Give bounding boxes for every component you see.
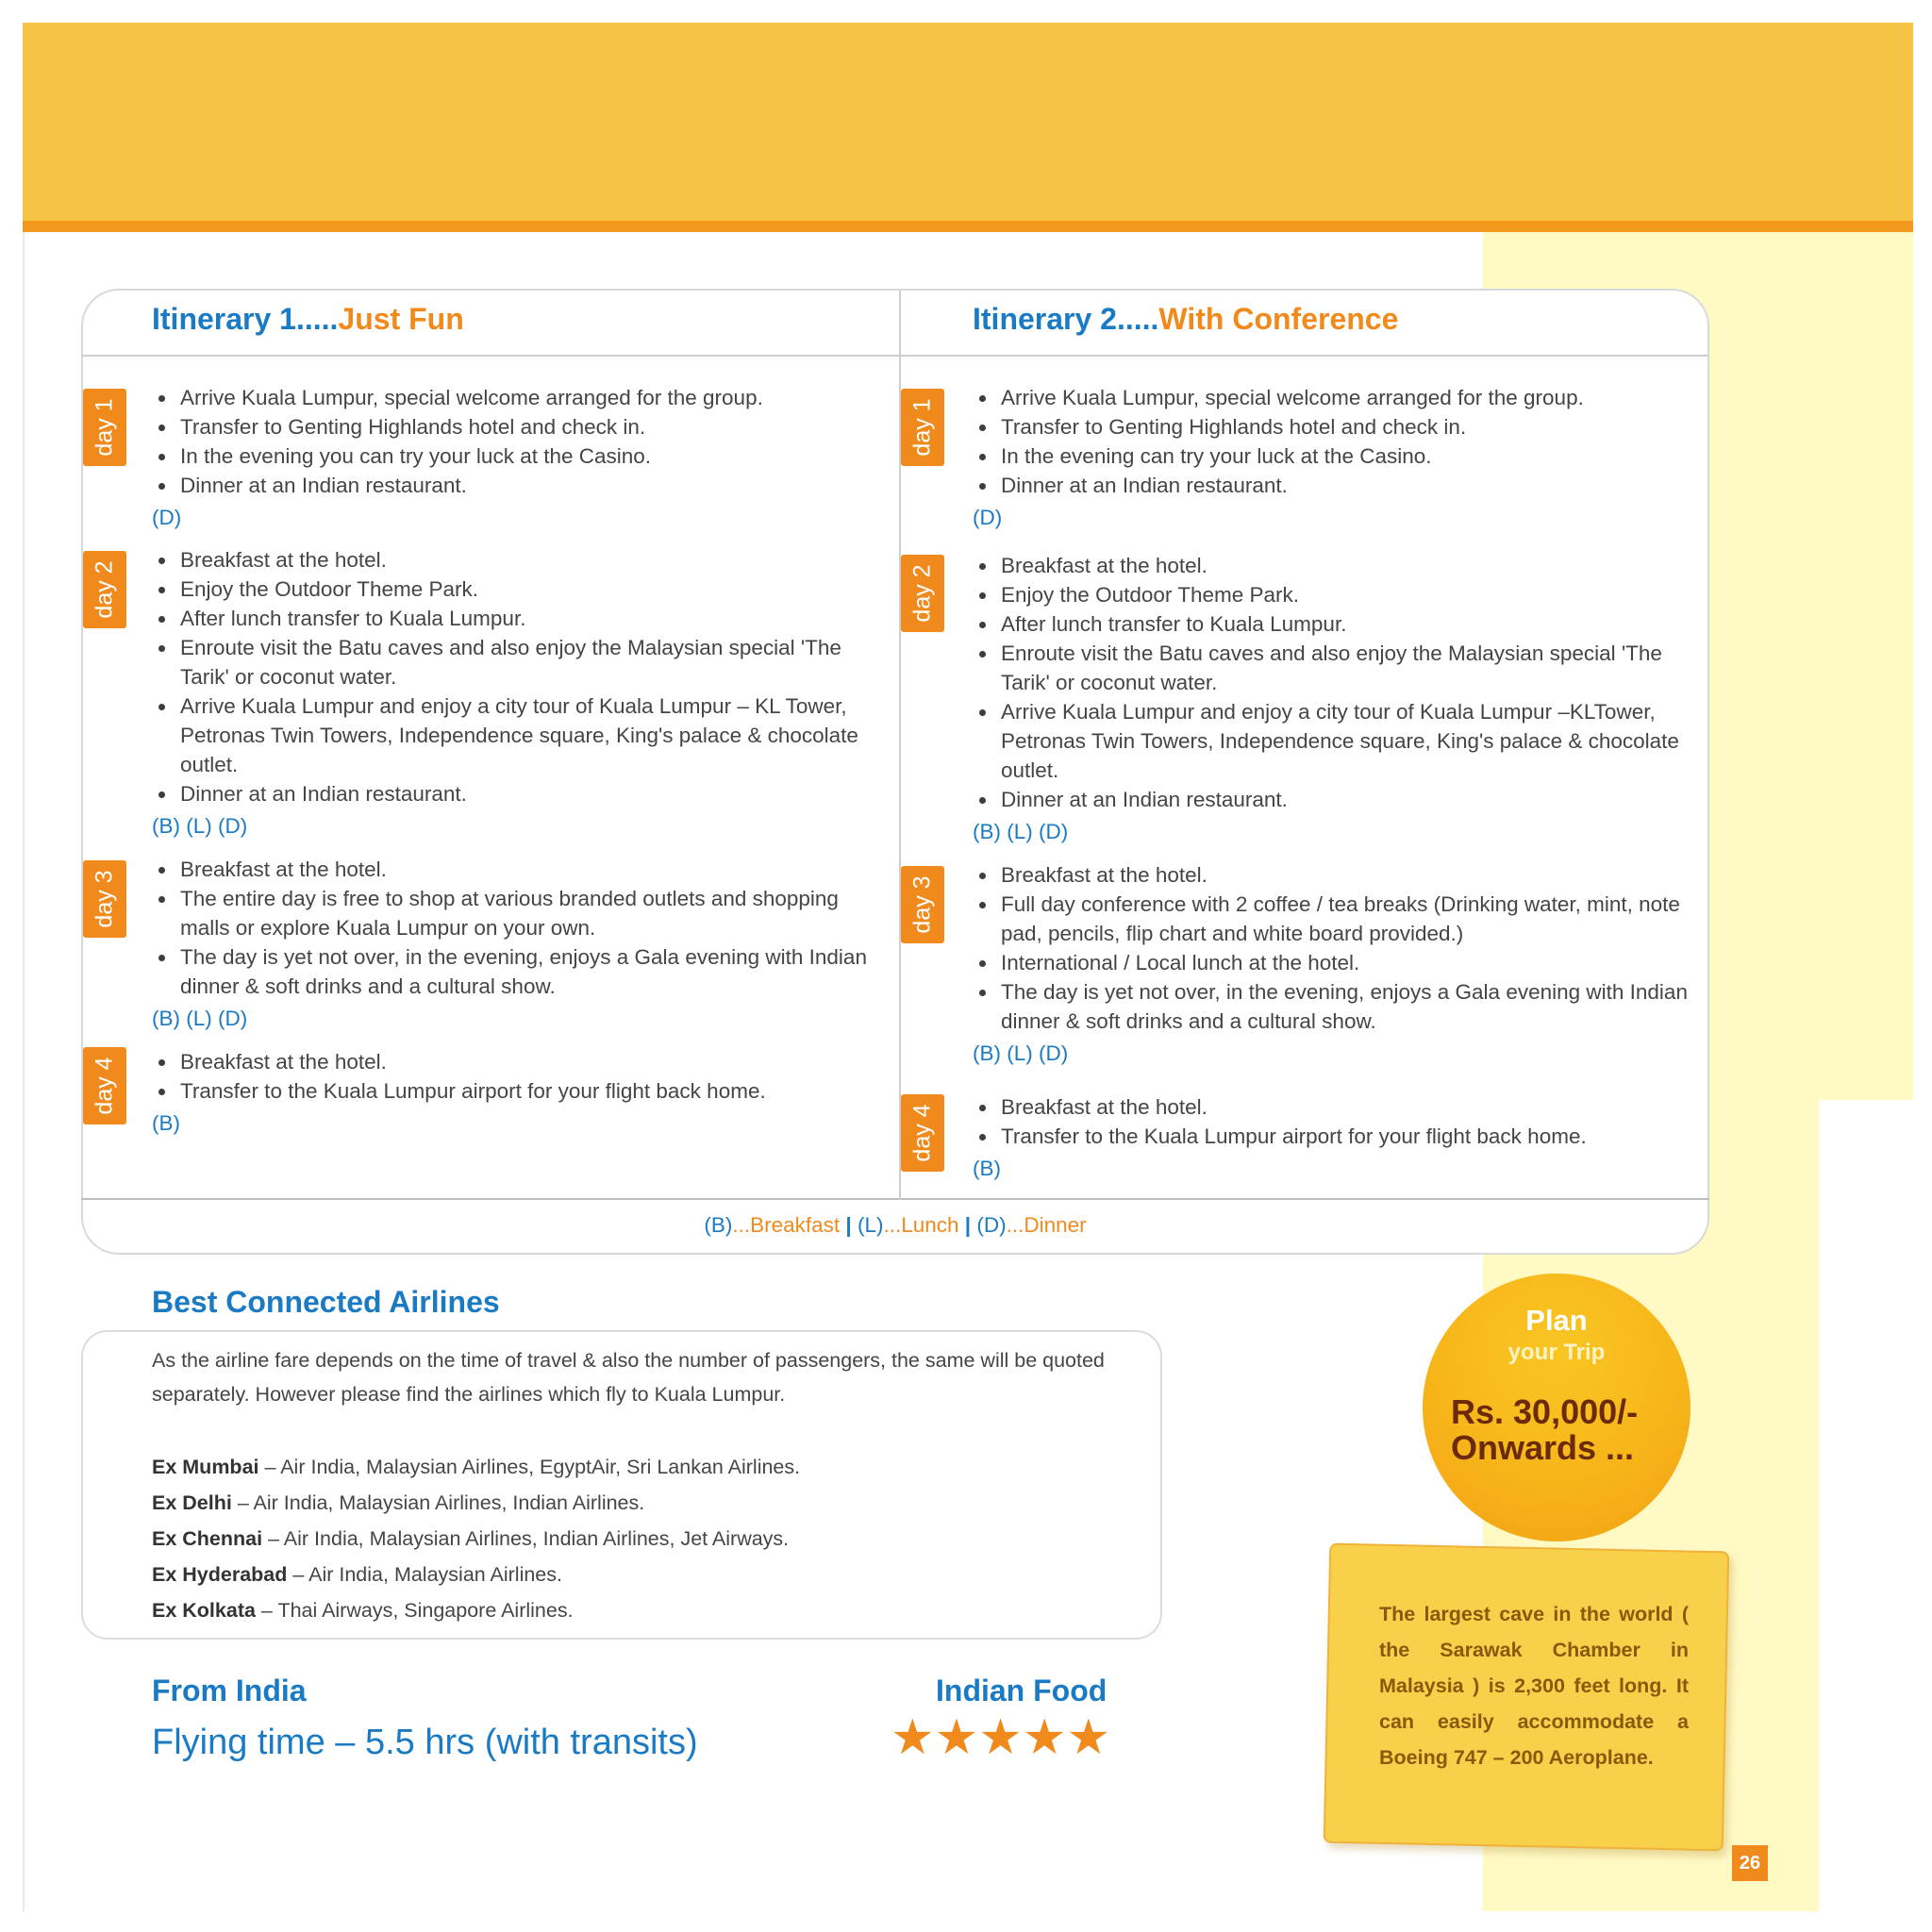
day-tab-label: day 4 [91, 1057, 118, 1115]
itinerary-1-day-3-tab [83, 860, 126, 938]
list-item: Breakfast at the hotel. [973, 860, 1699, 890]
list-item: The day is yet not over, in the evening, enjoys a Gala evening with Indian dinner & soft drinks and a cultural show. [973, 977, 1699, 1036]
list-item: Breakfast at the hotel. [973, 551, 1699, 580]
itinerary-2-day-3-tab [901, 866, 944, 943]
list-item: Transfer to the Kuala Lumpur airport for your flight back home. [973, 1122, 1699, 1151]
plan-your-trip-badge [1423, 1274, 1690, 1541]
meals-code: (B) (L) (D) [152, 1007, 248, 1030]
meals-legend [81, 1213, 1709, 1238]
indian-food-heading: Indian Food [936, 1674, 1108, 1707]
list-item: Transfer to Genting Highlands hotel and check in. [152, 412, 878, 441]
list-item: Arrive Kuala Lumpur and enjoy a city tour of Kuala Lumpur –KLTower, Petronas Twin Towers, Independence square, King's palace & chocolate outlet. [973, 697, 1699, 785]
itinerary-2-subtitle: With Conference [1158, 302, 1399, 336]
list-item: Breakfast at the hotel. [152, 855, 888, 884]
list-item [152, 1557, 1133, 1592]
airline-city: Ex Hyderabad [152, 1563, 288, 1586]
airline-names: – Air India, Malaysian Airlines, Indian Airlines. [231, 1491, 645, 1514]
itinerary-1-title [152, 302, 464, 337]
itinerary-2-number: Itinerary 2..... [973, 302, 1159, 336]
day-tab-label: day 2 [908, 564, 936, 623]
day-tab-label: day 2 [91, 560, 118, 619]
legend-b-code: (B) [704, 1213, 733, 1237]
list-item: Arrive Kuala Lumpur, special welcome arranged for the group. [973, 383, 1699, 412]
list-item: Dinner at an Indian restaurant. [152, 471, 878, 500]
itinerary-2-day-1 [973, 383, 1699, 532]
list-item: Transfer to Genting Highlands hotel and check in. [973, 412, 1699, 441]
list-item: Enroute visit the Batu caves and also enjoy the Malaysian special 'The Tarik' or coconut water. [152, 633, 878, 691]
itinerary-2-day-2-tab [901, 555, 944, 632]
list-item: The day is yet not over, in the evening, enjoys a Gala evening with Indian dinner & soft drinks and a cultural show. [152, 942, 888, 1001]
list-item: Breakfast at the hotel. [973, 1092, 1699, 1122]
meals-code: (B) (L) (D) [973, 1041, 1069, 1065]
plan-title: Plan [1525, 1304, 1588, 1337]
meals-code: (D) [973, 506, 1003, 529]
list-item: Breakfast at the hotel. [152, 1047, 888, 1076]
itinerary-1-day-2-tab [83, 551, 126, 628]
airline-names: – Air India, Malaysian Airlines, Indian Airlines, Jet Airways. [262, 1527, 790, 1550]
itinerary-2-day-4 [973, 1092, 1699, 1183]
list-item: International / Local lunch at the hotel. [973, 948, 1699, 977]
airlines-intro: As the airline fare depends on the time of travel & also the number of passengers, the same will be quoted separately. However please find the airlines which fly to Kuala Lumpur. [152, 1349, 1105, 1406]
list-item: In the evening can try your luck at the Casino. [973, 441, 1699, 471]
food-rating-stars [891, 1709, 1110, 1766]
itinerary-1-number: Itinerary 1..... [152, 302, 339, 336]
airlines-heading: Best Connected Airlines [152, 1285, 500, 1319]
airline-names: – Thai Airways, Singapore Airlines. [255, 1599, 574, 1622]
star-icon: ★ [1066, 1710, 1111, 1765]
day-tab-label: day 3 [908, 875, 936, 934]
legend-d-code: (D) [976, 1213, 1007, 1237]
star-icon: ★ [978, 1710, 1023, 1765]
top-banner [23, 23, 1913, 232]
list-item: Dinner at an Indian restaurant. [973, 471, 1699, 500]
list-item [152, 1592, 1133, 1628]
list-item [152, 1521, 1133, 1557]
meals-code: (B) [152, 1111, 180, 1135]
plan-price-line-2: Onwards ... [1451, 1428, 1635, 1467]
meals-code: (B) [973, 1157, 1001, 1180]
left-edge-rule [23, 232, 25, 1911]
meals-code: (B) (L) (D) [973, 820, 1069, 843]
list-item: Dinner at an Indian restaurant. [152, 779, 878, 808]
meals-code: (D) [152, 506, 182, 529]
plan-price [1451, 1394, 1677, 1466]
day-tab-label: day 4 [908, 1104, 936, 1162]
plan-price-line-1: Rs. 30,000/- [1451, 1392, 1639, 1431]
list-item: Dinner at an Indian restaurant. [973, 785, 1699, 814]
list-item [152, 1485, 1133, 1521]
from-india-heading: From India [152, 1674, 307, 1707]
itinerary-1-day-1-tab [83, 389, 126, 466]
list-item: After lunch transfer to Kuala Lumpur. [152, 604, 878, 633]
day-tab-label: day 3 [91, 870, 118, 928]
itinerary-2-title [973, 302, 1398, 337]
list-item: Arrive Kuala Lumpur, special welcome arranged for the group. [152, 383, 878, 412]
cave-fact-text: The largest cave in the world ( the Sarawak Chamber in Malaysia ) is 2,300 feet long. It can easily accommodate a Boeing 747 – 200 Aeroplane. [1379, 1603, 1689, 1769]
list-item: Breakfast at the hotel. [152, 545, 878, 575]
itinerary-1-day-4-tab [83, 1047, 126, 1124]
list-item: Enroute visit the Batu caves and also enjoy the Malaysian special 'The Tarik' or coconut water. [973, 639, 1699, 697]
list-item: Arrive Kuala Lumpur and enjoy a city tour of Kuala Lumpur – KL Tower, Petronas Twin Towers, Independence square, King's palace & chocolate outlet. [152, 691, 878, 779]
legend-separator: | [845, 1213, 852, 1237]
airline-names: – Air India, Malaysian Airlines, EgyptAir, Sri Lankan Airlines. [258, 1456, 801, 1478]
legend-b-word: ...Breakfast [732, 1213, 841, 1237]
list-item: Enjoy the Outdoor Theme Park. [152, 575, 878, 604]
legend-l-code: (L) [857, 1213, 884, 1237]
day-tab-label: day 1 [91, 398, 118, 457]
list-item: Transfer to the Kuala Lumpur airport for your flight back home. [152, 1076, 888, 1106]
itinerary-1-subtitle: Just Fun [338, 302, 464, 336]
meals-code: (B) (L) (D) [152, 814, 248, 838]
flying-time: Flying time – 5.5 hrs (with transits) [152, 1723, 698, 1762]
legend-l-word: ...Lunch [883, 1213, 959, 1237]
page-number: 26 [1732, 1845, 1768, 1881]
itinerary-2-day-3 [973, 860, 1699, 1068]
star-icon: ★ [934, 1710, 979, 1765]
airline-city: Ex Delhi [152, 1491, 232, 1514]
airlines-list [152, 1449, 1133, 1628]
list-item: Full day conference with 2 coffee / tea breaks (Drinking water, mint, note pad, pencils, flip chart and white board provided.) [973, 890, 1699, 948]
list-item: Enjoy the Outdoor Theme Park. [973, 580, 1699, 609]
star-icon: ★ [891, 1710, 935, 1765]
list-item: After lunch transfer to Kuala Lumpur. [973, 609, 1699, 639]
itinerary-1-day-1 [152, 383, 878, 532]
itinerary-footer-divider [81, 1198, 1709, 1200]
plan-subtitle: your Trip [1507, 1340, 1606, 1365]
itinerary-1-day-4 [152, 1047, 888, 1138]
itinerary-2-day-2 [973, 551, 1699, 846]
airline-city: Ex Mumbai [152, 1456, 259, 1478]
airline-city: Ex Chennai [152, 1527, 263, 1550]
list-item: In the evening you can try your luck at the Casino. [152, 441, 878, 471]
list-item: The entire day is free to shop at various branded outlets and shopping malls or explore Kuala Lumpur on your own. [152, 884, 888, 942]
itinerary-1-day-3 [152, 855, 888, 1033]
itinerary-1-day-2 [152, 545, 878, 841]
itinerary-2-day-1-tab [901, 389, 944, 466]
legend-separator: | [964, 1213, 972, 1237]
star-icon: ★ [1022, 1710, 1067, 1765]
airline-city: Ex Kolkata [152, 1599, 256, 1622]
day-tab-label: day 1 [908, 398, 936, 457]
itinerary-2-day-4-tab [901, 1094, 944, 1172]
airline-names: – Air India, Malaysian Airlines. [287, 1563, 562, 1586]
itinerary-header-divider [81, 355, 1709, 357]
legend-d-word: ...Dinner [1006, 1213, 1087, 1237]
list-item [152, 1449, 1133, 1485]
